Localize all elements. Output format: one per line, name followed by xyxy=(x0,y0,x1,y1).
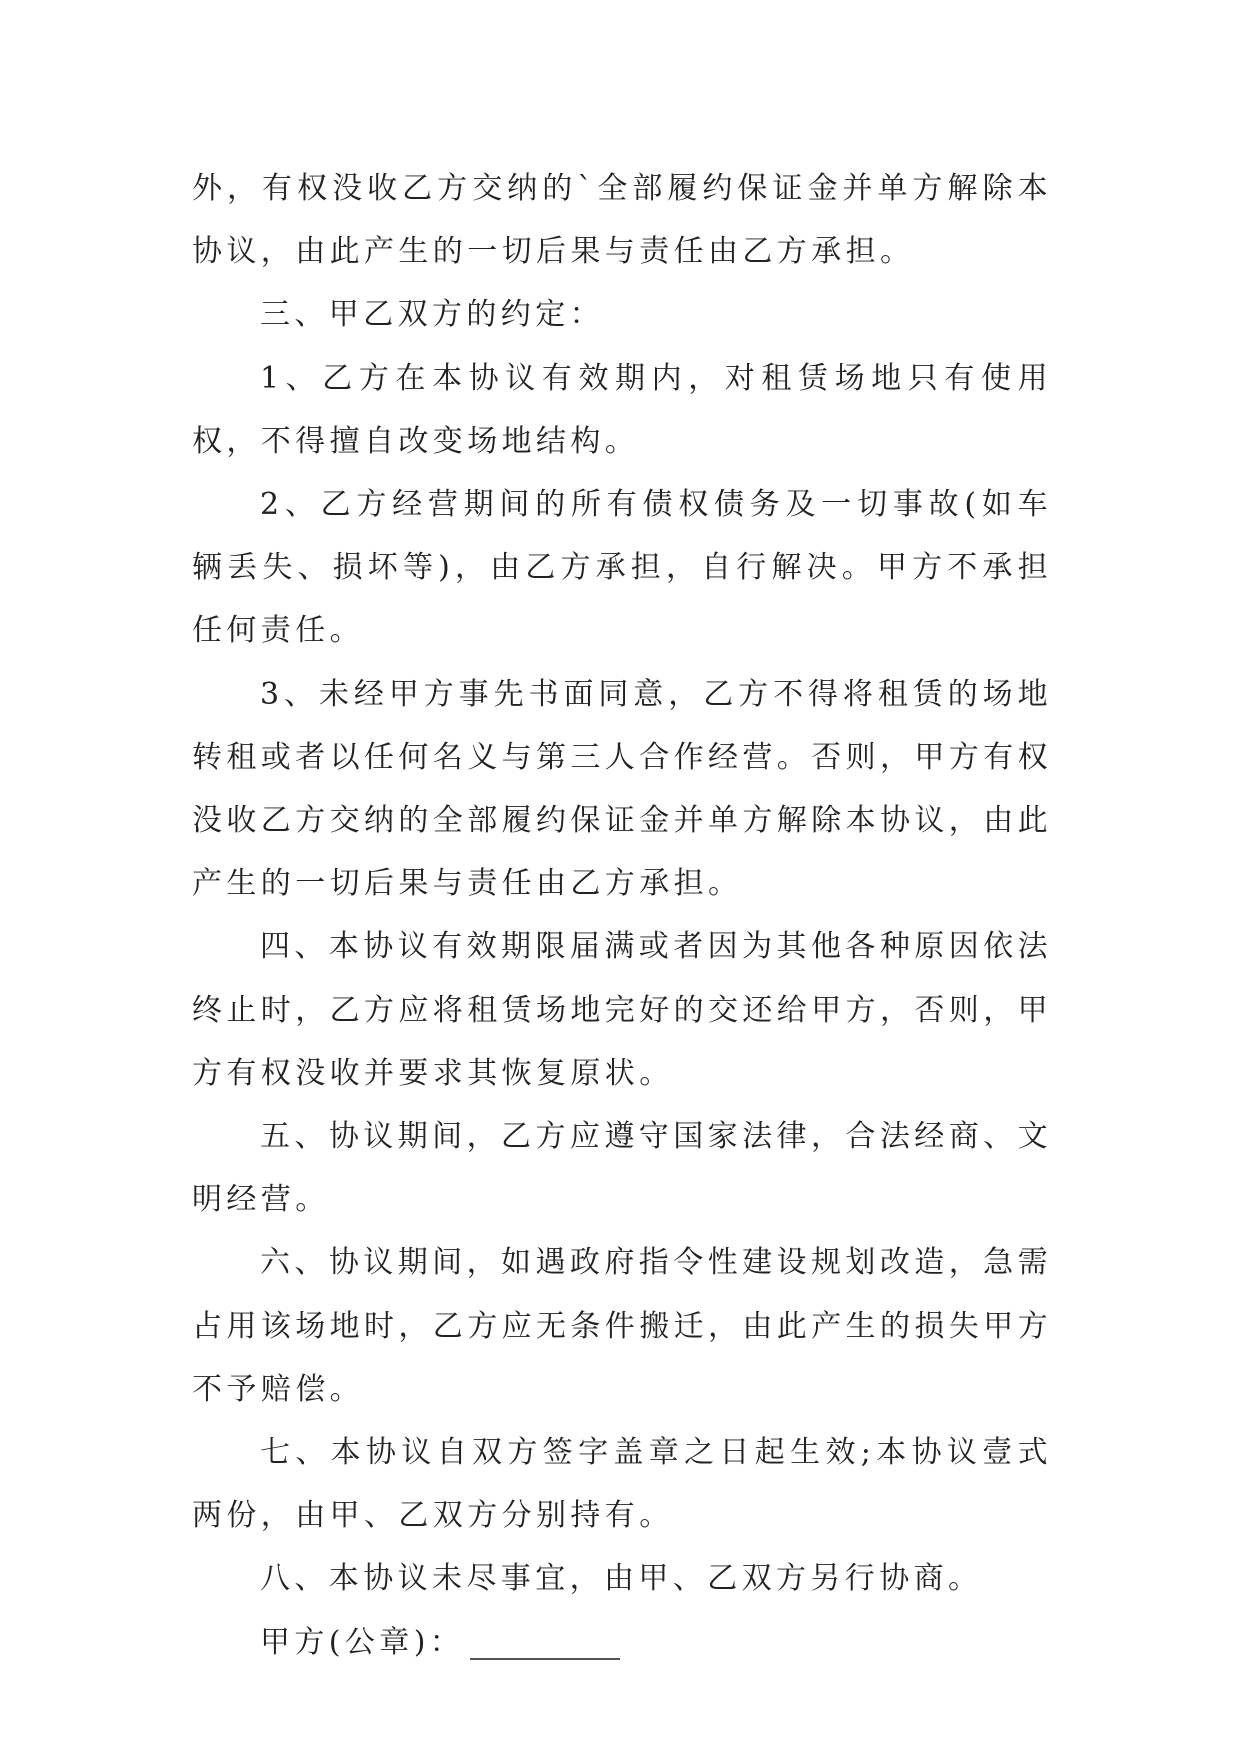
paragraph-section-three-heading: 三、甲乙双方的约定： xyxy=(260,297,604,333)
signature-line xyxy=(470,1658,620,1660)
paragraph-section-five: 五、协议期间，乙方应遵守国家法律，合法经商、文明经营。 xyxy=(192,1119,1052,1218)
signature-label: 甲方(公章)： xyxy=(260,1624,465,1660)
signature-block xyxy=(192,1611,1052,1674)
paragraph-clause-3: 3、未经甲方事先书面同意，乙方不得将租赁的场地转租或者以任何名义与第三人合作经营。否则，甲方有权没收乙方交纳的全部履约保证金并单方解除本协议，由此产生的一切后果与责任由乙方承担。 xyxy=(192,676,1052,902)
paragraph-section-eight: 八、本协议未尽事宜，由甲、乙双方另行协商。 xyxy=(260,1561,983,1597)
paragraph-section-four: 四、本协议有效期限届满或者因为其他各种原因依法终止时，乙方应将租赁场地完好的交还给甲方，否则，甲方有权没收并要求其恢复原状。 xyxy=(192,929,1052,1091)
paragraph-section-six: 六、协议期间，如遇政府指令性建设规划改造，急需占用该场地时，乙方应无条件搬迁，由此产生的损失甲方不予赔偿。 xyxy=(192,1245,1052,1407)
paragraph-clause-2: 2、乙方经营期间的所有债权债务及一切事故(如车辆丢失、损坏等)，由乙方承担，自行解决。甲方不承担任何责任。 xyxy=(192,487,1052,649)
document-body xyxy=(192,157,1052,1674)
paragraph-continuation: 外，有权没收乙方交纳的`全部履约保证金并单方解除本协议，由此产生的一切后果与责任由乙方承担。 xyxy=(192,171,1052,270)
paragraph-section-seven: 七、本协议自双方签字盖章之日起生效;本协议壹式两份，由甲、乙双方分别持有。 xyxy=(192,1435,1052,1534)
paragraph-clause-1: 1、乙方在本协议有效期内，对租赁场地只有使用权，不得擅自改变场地结构。 xyxy=(192,360,1052,459)
